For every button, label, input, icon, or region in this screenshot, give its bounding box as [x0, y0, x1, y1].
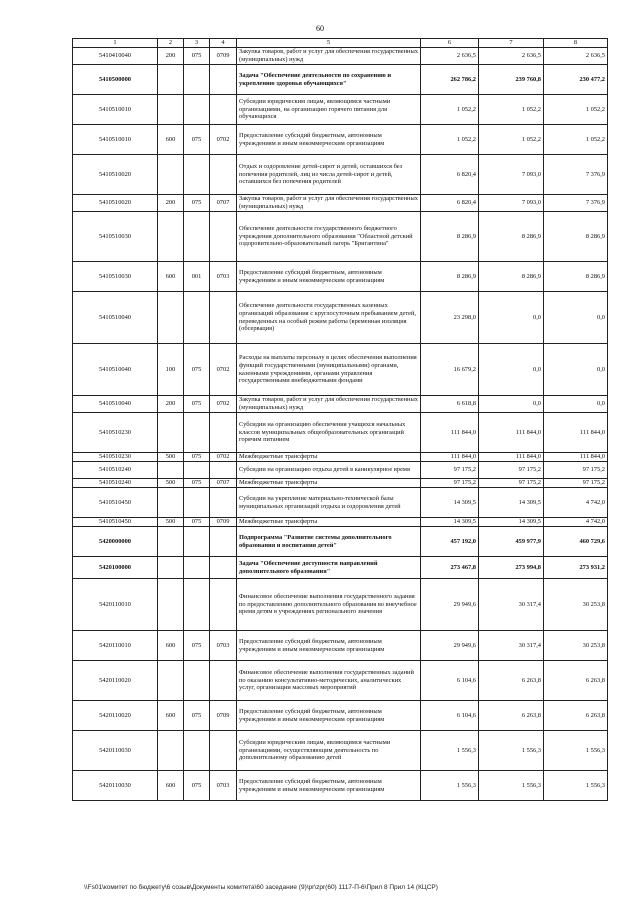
- row-department-cell: [184, 527, 210, 557]
- table-row: [73, 344, 608, 396]
- row-value-col7-cell: 97 175,2: [479, 479, 544, 488]
- row-value-col6-cell: 6 618,8: [421, 396, 479, 413]
- row-department-cell: 075: [184, 344, 210, 396]
- row-expense-type-cell: [158, 155, 184, 195]
- row-section-cell: [210, 661, 237, 701]
- row-department-cell: 001: [184, 262, 210, 292]
- row-expense-type-cell: [158, 95, 184, 125]
- row-description-cell: Обеспечение деятельности государственных казенных организаций образования с круглосуточным пребыванием детей, переведенных на особый режим работы (временная изоляция (обсервация): [237, 292, 421, 344]
- row-expense-type-cell: [158, 462, 184, 479]
- row-department-cell: 075: [184, 195, 210, 212]
- row-description-cell: Подпрограмма "Развитие системы дополнительного образования и воспитания детей": [237, 527, 421, 557]
- row-expense-type-cell: [158, 731, 184, 771]
- row-description-cell: Субсидии юридическим лицам, являющимся частными организациями, на организацию горячего питания для обучающихся: [237, 95, 421, 125]
- row-department-cell: [184, 155, 210, 195]
- table-row: [73, 527, 608, 557]
- row-code-cell: 5420100000: [73, 557, 158, 579]
- row-code-cell: 5420110010: [73, 631, 158, 661]
- row-department-cell: [184, 661, 210, 701]
- row-department-cell: [184, 95, 210, 125]
- row-value-col7-cell: 7 093,0: [479, 195, 544, 212]
- row-value-col7-cell: 273 994,8: [479, 557, 544, 579]
- table-body: [73, 48, 608, 801]
- row-code-cell: 5410510020: [73, 195, 158, 212]
- row-code-cell: 5420110020: [73, 661, 158, 701]
- row-code-cell: 5410510040: [73, 292, 158, 344]
- row-code-cell: 5420110010: [73, 579, 158, 631]
- row-value-col6-cell: 14 309,5: [421, 518, 479, 527]
- row-value-col6-cell: 457 192,0: [421, 527, 479, 557]
- row-value-col6-cell: 1 556,3: [421, 771, 479, 801]
- row-code-cell: 5410510230: [73, 453, 158, 462]
- row-value-col7-cell: 0,0: [479, 344, 544, 396]
- row-description-cell: Предоставление субсидий бюджетным, автономным учреждениям и иным некоммерческим организациям: [237, 701, 421, 731]
- row-section-cell: 0703: [210, 631, 237, 661]
- table-row: [73, 155, 608, 195]
- row-value-col6-cell: 29 949,6: [421, 579, 479, 631]
- row-section-cell: 0707: [210, 195, 237, 212]
- row-value-col6-cell: 1 052,2: [421, 125, 479, 155]
- row-value-col7-cell: 1 052,2: [479, 125, 544, 155]
- table-header-row: [73, 39, 608, 48]
- row-value-col7-cell: 8 286,9: [479, 212, 544, 262]
- row-value-col7-cell: 0,0: [479, 396, 544, 413]
- row-code-cell: 5420110030: [73, 771, 158, 801]
- row-value-col8-cell: 1 052,2: [544, 95, 608, 125]
- row-department-cell: 075: [184, 518, 210, 527]
- row-value-col6-cell: 262 786,2: [421, 65, 479, 95]
- table-row: [73, 731, 608, 771]
- row-code-cell: 5410510230: [73, 413, 158, 453]
- page-number: 60: [316, 24, 324, 33]
- row-value-col7-cell: 1 556,3: [479, 771, 544, 801]
- row-section-cell: 0703: [210, 262, 237, 292]
- row-section-cell: 0709: [210, 518, 237, 527]
- column-header: 4: [210, 39, 237, 48]
- row-expense-type-cell: 500: [158, 479, 184, 488]
- row-value-col7-cell: 0,0: [479, 292, 544, 344]
- row-value-col7-cell: 8 286,9: [479, 262, 544, 292]
- row-value-col6-cell: 8 286,9: [421, 212, 479, 262]
- row-expense-type-cell: [158, 212, 184, 262]
- row-code-cell: 5410510030: [73, 262, 158, 292]
- row-value-col8-cell: 111 844,0: [544, 413, 608, 453]
- row-value-col7-cell: 30 317,4: [479, 579, 544, 631]
- row-expense-type-cell: 600: [158, 771, 184, 801]
- row-value-col7-cell: 6 263,8: [479, 661, 544, 701]
- table-row: [73, 95, 608, 125]
- row-code-cell: 5410510450: [73, 488, 158, 518]
- table-row: [73, 292, 608, 344]
- row-value-col7-cell: 111 844,0: [479, 413, 544, 453]
- table-row: [73, 453, 608, 462]
- row-description-cell: Предоставление субсидий бюджетным, автономным учреждениям и иным некоммерческим организациям: [237, 125, 421, 155]
- row-value-col6-cell: 23 298,0: [421, 292, 479, 344]
- row-value-col8-cell: 97 175,2: [544, 462, 608, 479]
- row-department-cell: [184, 212, 210, 262]
- table-row: [73, 518, 608, 527]
- row-description-cell: Межбюджетные трансферты: [237, 453, 421, 462]
- row-expense-type-cell: 500: [158, 453, 184, 462]
- row-code-cell: 5410510020: [73, 155, 158, 195]
- file-path-footer: \\Fs01\комитет по бюджету\6 созыв\Документы комитета\60 заседание (9)\pr\zpr(60) 1117-П-6\Прил 8 Прил 14 (КЦСР): [84, 884, 438, 891]
- row-code-cell: 5410510010: [73, 95, 158, 125]
- row-value-col6-cell: 6 104,6: [421, 701, 479, 731]
- row-expense-type-cell: [158, 413, 184, 453]
- row-expense-type-cell: [158, 557, 184, 579]
- row-section-cell: [210, 413, 237, 453]
- row-value-col8-cell: 8 286,9: [544, 262, 608, 292]
- column-header: 8: [544, 39, 608, 48]
- row-value-col7-cell: 97 175,2: [479, 462, 544, 479]
- table-row: [73, 661, 608, 701]
- row-value-col6-cell: 6 820,4: [421, 195, 479, 212]
- row-expense-type-cell: [158, 579, 184, 631]
- row-expense-type-cell: 100: [158, 344, 184, 396]
- row-department-cell: [184, 731, 210, 771]
- row-value-col8-cell: 1 052,2: [544, 125, 608, 155]
- budget-table: [72, 38, 608, 801]
- row-value-col8-cell: 6 263,8: [544, 661, 608, 701]
- row-value-col6-cell: 111 844,0: [421, 453, 479, 462]
- row-value-col8-cell: 30 253,8: [544, 579, 608, 631]
- row-description-cell: Субсидии юридическим лицам, являющимся частными организациями, осуществляющим деятельность по дополнительному образованию детей: [237, 731, 421, 771]
- row-section-cell: [210, 212, 237, 262]
- column-header: 3: [184, 39, 210, 48]
- row-value-col6-cell: 29 949,6: [421, 631, 479, 661]
- row-section-cell: [210, 488, 237, 518]
- row-code-cell: 5410510450: [73, 518, 158, 527]
- row-code-cell: 5410500000: [73, 65, 158, 95]
- row-expense-type-cell: 200: [158, 195, 184, 212]
- table-row: [73, 413, 608, 453]
- row-code-cell: 5410510240: [73, 462, 158, 479]
- table-row: [73, 771, 608, 801]
- row-expense-type-cell: [158, 65, 184, 95]
- row-section-cell: [210, 731, 237, 771]
- row-value-col8-cell: 0,0: [544, 292, 608, 344]
- row-department-cell: 075: [184, 771, 210, 801]
- row-description-cell: Финансовое обеспечение выполнения государственных заданий по оказанию консультативно-методических, аналитических услуг, организации массовых мероприятий: [237, 661, 421, 701]
- row-value-col6-cell: 16 679,2: [421, 344, 479, 396]
- row-value-col8-cell: 7 376,9: [544, 195, 608, 212]
- row-description-cell: Расходы на выплаты персоналу в целях обеспечения выполнения функций государственными (муниципальными) органами, казенными учреждениями, органами управления государственными внебюджетными фондами: [237, 344, 421, 396]
- row-value-col6-cell: 1 556,3: [421, 731, 479, 771]
- row-department-cell: [184, 292, 210, 344]
- row-department-cell: [184, 413, 210, 453]
- row-description-cell: Субсидии на организацию обеспечения учащихся начальных классов муниципальных общеобразовательных организаций горячим питанием: [237, 413, 421, 453]
- column-header: 5: [237, 39, 421, 48]
- row-section-cell: 0702: [210, 396, 237, 413]
- row-expense-type-cell: 200: [158, 48, 184, 65]
- table-row: [73, 557, 608, 579]
- column-header: 1: [73, 39, 158, 48]
- row-section-cell: 0702: [210, 344, 237, 396]
- row-code-cell: 5410510240: [73, 479, 158, 488]
- row-value-col8-cell: 460 729,6: [544, 527, 608, 557]
- row-department-cell: 075: [184, 125, 210, 155]
- row-value-col6-cell: 273 467,8: [421, 557, 479, 579]
- row-value-col7-cell: 111 844,0: [479, 453, 544, 462]
- row-value-col7-cell: 1 052,2: [479, 95, 544, 125]
- table-row: [73, 195, 608, 212]
- column-header: 6: [421, 39, 479, 48]
- row-section-cell: 0707: [210, 479, 237, 488]
- row-description-cell: Предоставление субсидий бюджетным, автономным учреждениям и иным некоммерческим организациям: [237, 771, 421, 801]
- row-value-col8-cell: 273 931,2: [544, 557, 608, 579]
- row-department-cell: [184, 488, 210, 518]
- row-description-cell: Субсидии на организацию отдыха детей в каникулярное время: [237, 462, 421, 479]
- row-code-cell: 5410510030: [73, 212, 158, 262]
- row-department-cell: 075: [184, 48, 210, 65]
- row-description-cell: Межбюджетные трансферты: [237, 518, 421, 527]
- row-value-col8-cell: 30 253,8: [544, 631, 608, 661]
- row-section-cell: [210, 527, 237, 557]
- row-value-col7-cell: 30 317,4: [479, 631, 544, 661]
- row-value-col8-cell: 111 844,0: [544, 453, 608, 462]
- row-value-col7-cell: 2 636,5: [479, 48, 544, 65]
- row-value-col6-cell: 111 844,0: [421, 413, 479, 453]
- row-section-cell: [210, 155, 237, 195]
- row-section-cell: 0709: [210, 701, 237, 731]
- table-row: [73, 125, 608, 155]
- row-value-col8-cell: 6 263,8: [544, 701, 608, 731]
- row-department-cell: [184, 462, 210, 479]
- row-value-col8-cell: 4 742,0: [544, 488, 608, 518]
- row-value-col7-cell: 7 093,0: [479, 155, 544, 195]
- table-row: [73, 701, 608, 731]
- row-department-cell: 075: [184, 396, 210, 413]
- row-code-cell: 5410410040: [73, 48, 158, 65]
- table-row: [73, 631, 608, 661]
- row-description-cell: Закупка товаров, работ и услуг для обеспечения государственных (муниципальных) нужд: [237, 48, 421, 65]
- row-code-cell: 5420110030: [73, 731, 158, 771]
- row-value-col7-cell: 14 309,5: [479, 488, 544, 518]
- row-description-cell: Задача "Обеспечение доступности направлений дополнительного образования": [237, 557, 421, 579]
- row-description-cell: Предоставление субсидий бюджетным, автономным учреждениям и иным некоммерческим организациям: [237, 262, 421, 292]
- row-description-cell: Предоставление субсидий бюджетным, автономным учреждениям и иным некоммерческим организациям: [237, 631, 421, 661]
- row-value-col7-cell: 1 556,3: [479, 731, 544, 771]
- row-value-col8-cell: 8 286,9: [544, 212, 608, 262]
- row-value-col6-cell: 97 175,2: [421, 479, 479, 488]
- row-department-cell: [184, 557, 210, 579]
- row-section-cell: [210, 292, 237, 344]
- row-section-cell: [210, 557, 237, 579]
- row-expense-type-cell: 600: [158, 631, 184, 661]
- row-description-cell: Межбюджетные трансферты: [237, 479, 421, 488]
- row-description-cell: Финансовое обеспечение выполнения государственного задания по предоставлению дополнительного образования во внеучебное время детям в учреждениях регионального значения: [237, 579, 421, 631]
- row-value-col8-cell: 2 636,5: [544, 48, 608, 65]
- row-code-cell: 5420110020: [73, 701, 158, 731]
- row-value-col8-cell: 230 477,2: [544, 65, 608, 95]
- row-code-cell: 5410510040: [73, 344, 158, 396]
- row-value-col8-cell: 97 175,2: [544, 479, 608, 488]
- table-row: [73, 262, 608, 292]
- row-code-cell: 5410510040: [73, 396, 158, 413]
- row-description-cell: Отдых и оздоровление детей-сирот и детей, оставшихся без попечения родителей, лиц из числа детей-сирот и детей, оставшихся без попечения родителей: [237, 155, 421, 195]
- row-value-col8-cell: 0,0: [544, 344, 608, 396]
- row-department-cell: [184, 65, 210, 95]
- row-section-cell: [210, 462, 237, 479]
- row-section-cell: [210, 65, 237, 95]
- row-section-cell: [210, 95, 237, 125]
- table-row: [73, 396, 608, 413]
- row-value-col8-cell: 4 742,0: [544, 518, 608, 527]
- row-code-cell: 5420000000: [73, 527, 158, 557]
- row-expense-type-cell: 600: [158, 701, 184, 731]
- table-row: [73, 579, 608, 631]
- row-expense-type-cell: [158, 292, 184, 344]
- row-value-col6-cell: 2 636,5: [421, 48, 479, 65]
- row-section-cell: [210, 579, 237, 631]
- row-description-cell: Закупка товаров, работ и услуг для обеспечения государственных (муниципальных) нужд: [237, 396, 421, 413]
- row-expense-type-cell: [158, 527, 184, 557]
- row-description-cell: Закупка товаров, работ и услуг для обеспечения государственных (муниципальных) нужд: [237, 195, 421, 212]
- row-section-cell: 0702: [210, 453, 237, 462]
- row-description-cell: Задача "Обеспечение деятельности по сохранению и укреплению здоровья обучающихся": [237, 65, 421, 95]
- row-value-col6-cell: 6 104,6: [421, 661, 479, 701]
- row-expense-type-cell: 500: [158, 518, 184, 527]
- row-value-col8-cell: 1 556,3: [544, 771, 608, 801]
- row-description-cell: Субсидии на укрепление материально-технической базы муниципальных организаций отдыха и оздоровления детей: [237, 488, 421, 518]
- row-department-cell: 075: [184, 479, 210, 488]
- row-section-cell: 0702: [210, 125, 237, 155]
- row-value-col8-cell: 1 556,3: [544, 731, 608, 771]
- row-expense-type-cell: 600: [158, 125, 184, 155]
- row-department-cell: 075: [184, 631, 210, 661]
- row-value-col6-cell: 97 175,2: [421, 462, 479, 479]
- row-department-cell: [184, 579, 210, 631]
- row-department-cell: 075: [184, 453, 210, 462]
- row-expense-type-cell: [158, 488, 184, 518]
- table-row: [73, 488, 608, 518]
- row-expense-type-cell: 600: [158, 262, 184, 292]
- row-value-col6-cell: 1 052,2: [421, 95, 479, 125]
- row-value-col7-cell: 14 309,5: [479, 518, 544, 527]
- row-value-col7-cell: 459 977,9: [479, 527, 544, 557]
- row-value-col8-cell: 0,0: [544, 396, 608, 413]
- row-section-cell: 0703: [210, 771, 237, 801]
- column-header: 2: [158, 39, 184, 48]
- row-code-cell: 5410510010: [73, 125, 158, 155]
- row-value-col7-cell: 6 263,8: [479, 701, 544, 731]
- column-header: 7: [479, 39, 544, 48]
- row-value-col6-cell: 8 286,9: [421, 262, 479, 292]
- table-row: [73, 479, 608, 488]
- row-expense-type-cell: 200: [158, 396, 184, 413]
- row-value-col6-cell: 14 309,5: [421, 488, 479, 518]
- row-value-col7-cell: 239 760,8: [479, 65, 544, 95]
- row-value-col6-cell: 6 820,4: [421, 155, 479, 195]
- table-row: [73, 212, 608, 262]
- table-row: [73, 48, 608, 65]
- row-description-cell: Обеспечение деятельности государственного бюджетного учреждения дополнительного образования "Областной детский оздоровительно-образовательный лагерь "Бригантина": [237, 212, 421, 262]
- table-row: [73, 462, 608, 479]
- row-section-cell: 0709: [210, 48, 237, 65]
- table-row: [73, 65, 608, 95]
- row-department-cell: 075: [184, 701, 210, 731]
- row-value-col8-cell: 7 376,9: [544, 155, 608, 195]
- row-expense-type-cell: [158, 661, 184, 701]
